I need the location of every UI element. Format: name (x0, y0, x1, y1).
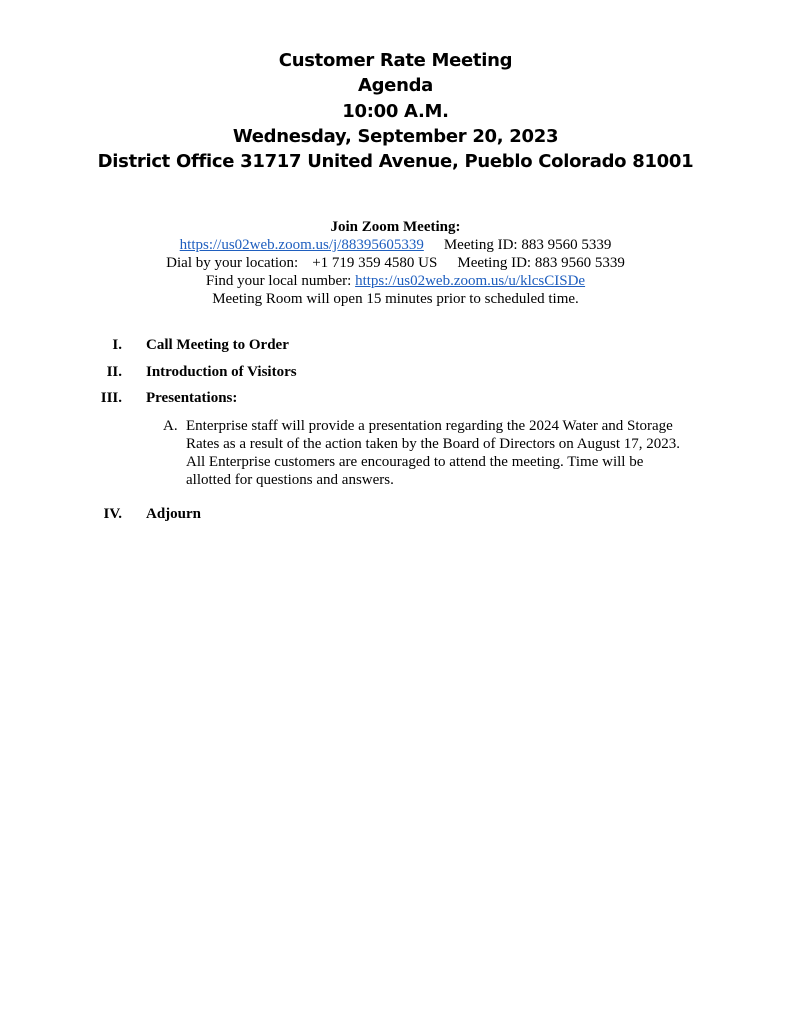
meeting-id-1: Meeting ID: 883 9560 5339 (443, 237, 612, 253)
agenda-item-call-to-order (0, 337, 791, 357)
dial-number: +1 719 359 4580 US (312, 255, 438, 271)
agenda-item-presentations (0, 390, 791, 410)
agenda-item-adjourn (0, 506, 791, 526)
meeting-time: 10:00 A.M. (342, 100, 449, 122)
zoom-info (0, 218, 791, 308)
zoom-join-line (0, 236, 791, 254)
subitem-line: All Enterprise customers are encouraged to attend the meeting. Time will be (186, 454, 644, 470)
subitem-letter: A. (163, 418, 178, 434)
zoom-dial-line (0, 254, 791, 272)
meeting-location: District Office 31717 United Avenue, Pueblo Colorado 81001 (97, 151, 694, 173)
zoom-heading: Join Zoom Meeting: (330, 219, 461, 235)
agenda-item-label: Call Meeting to Order (146, 337, 289, 353)
dial-label: Dial by your location: (166, 255, 299, 271)
local-number-link[interactable]: https://us02web.zoom.us/u/klcsCISDe (355, 273, 586, 289)
agenda-item-label: Presentations: (146, 390, 238, 406)
agenda-item-label: Introduction of Visitors (146, 364, 297, 380)
agenda-item-number: II. (106, 364, 122, 380)
meeting-date: Wednesday, September 20, 2023 (232, 125, 559, 147)
subitem-line: Rates as a result of the action taken by the Board of Directors on August 17, 2023. (186, 436, 681, 452)
zoom-local-line (0, 272, 791, 290)
document-header (0, 48, 791, 174)
agenda-item-label: Adjourn (146, 506, 202, 522)
agenda-item-visitors (0, 364, 791, 384)
agenda-item-number: I. (112, 337, 122, 353)
subitem-text (186, 417, 706, 489)
meeting-title: Customer Rate Meeting (278, 50, 513, 71)
agenda-heading: Agenda (357, 75, 434, 97)
agenda-item-number: IV. (103, 506, 122, 522)
room-note: Meeting Room will open 15 minutes prior to scheduled time. (212, 291, 579, 307)
subitem-line: allotted for questions and answers. (186, 472, 394, 488)
subitem-line: Enterprise staff will provide a presentation regarding the 2024 Water and Storage (186, 418, 673, 434)
meeting-id-2: Meeting ID: 883 9560 5339 (457, 255, 625, 271)
zoom-join-link[interactable]: https://us02web.zoom.us/j/88395605339 (179, 237, 424, 253)
agenda-item-number: III. (100, 390, 122, 406)
local-number-label: Find your local number: (205, 273, 352, 289)
